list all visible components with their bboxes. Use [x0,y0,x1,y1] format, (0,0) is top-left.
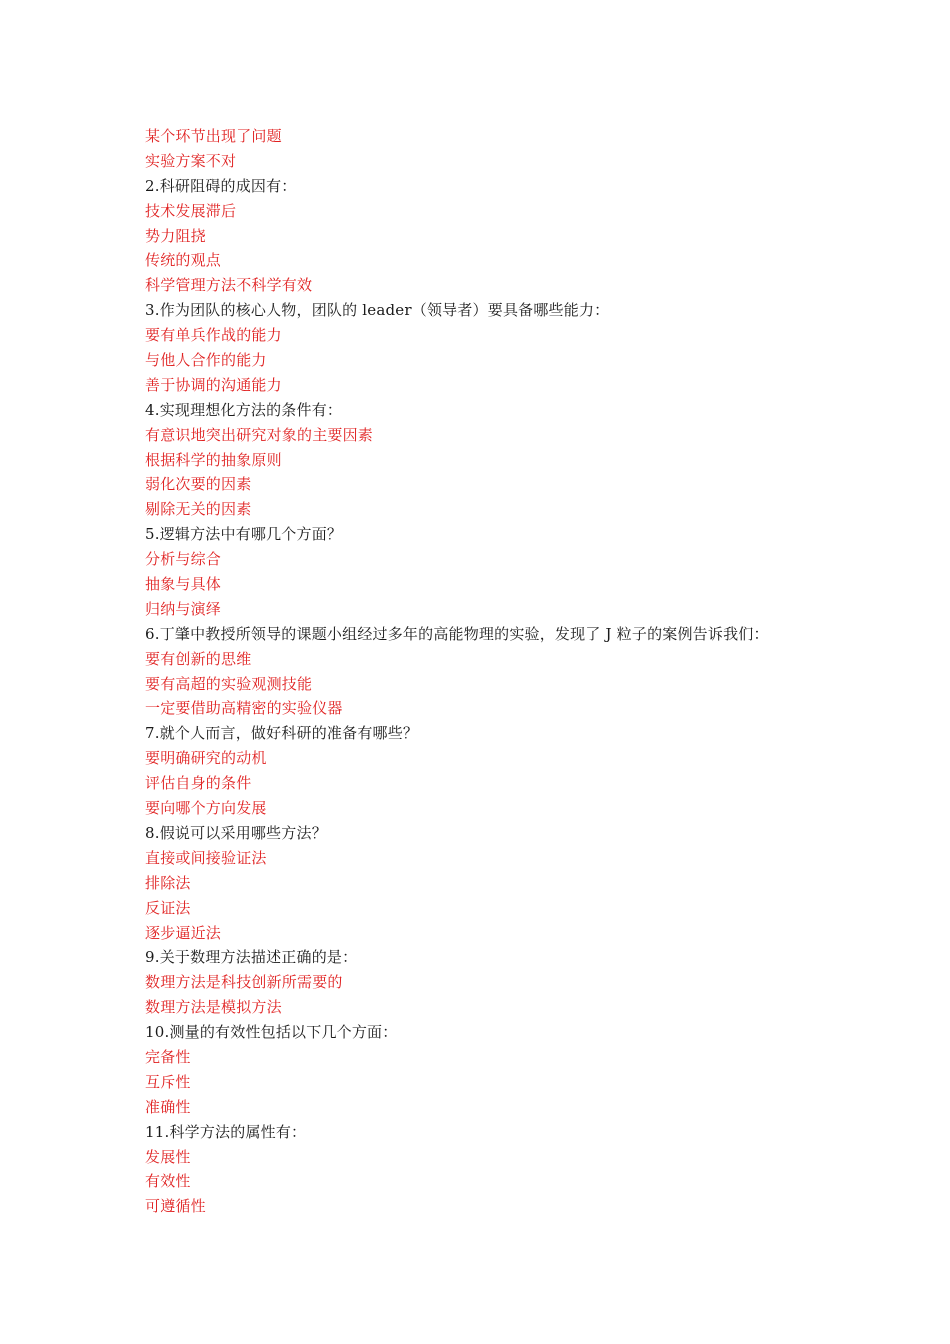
answer-text: 要向哪个方向发展 [145,799,267,818]
answer-text: 数理方法是科技创新所需要的 [145,973,343,992]
answer-text: 可遵循性 [145,1197,206,1216]
answer-text: 要有高超的实验观测技能 [145,674,313,693]
answer-text: 科学管理方法不科学有效 [145,276,313,295]
answer-text: 逐步逼近法 [145,923,222,942]
question-block [145,945,845,1020]
question-text: 11.科学方法的属性有： [145,1122,307,1141]
question-text: 4.实现理想化方法的条件有： [145,400,343,419]
answer-text: 直接或间接验证法 [145,848,267,867]
answer-text: 发展性 [145,1147,191,1166]
answer-text: 根据科学的抽象原则 [145,450,282,469]
quiz-answer-list [145,124,845,1219]
question-text: 6.丁肇中教授所领导的课题小组经过多年的高能物理的实验，发现了 J 粒子的案例告诉我们： [145,624,769,643]
answer-text: 要有创新的思维 [145,649,252,668]
answer-text: 互斥性 [145,1072,191,1091]
question-block [145,622,845,722]
question-block [145,1120,845,1220]
question-text: 5.逻辑方法中有哪几个方面？ [145,525,343,544]
question-text: 8.假说可以采用哪些方法？ [145,823,327,842]
question-text: 2.科研阻碍的成因有： [145,176,297,195]
answer-text: 传统的观点 [145,251,222,270]
question-text: 3.作为团队的核心人物，团队的 leader（领导者）要具备哪些能力： [145,301,610,320]
answer-text: 要有单兵作战的能力 [145,326,282,345]
answer-text: 准确性 [145,1097,191,1116]
answer-text: 抽象与具体 [145,575,222,594]
question-block [145,821,845,945]
question-block [145,398,845,522]
answer-text: 有效性 [145,1172,191,1191]
answer-text: 排除法 [145,873,191,892]
answer-text: 实验方案不对 [145,151,237,170]
question-text: 10.测量的有效性包括以下几个方面： [145,1023,398,1042]
question-block [145,174,845,298]
answer-text: 数理方法是模拟方法 [145,998,282,1017]
answer-text: 某个环节出现了问题 [145,127,282,145]
answer-text: 评估自身的条件 [145,774,252,793]
question-block [145,124,845,174]
question-text: 9.关于数理方法描述正确的是： [145,948,358,967]
answer-text: 分析与综合 [145,550,222,569]
question-block [145,298,845,398]
answer-text: 剔除无关的因素 [145,500,252,519]
question-text: 7.就个人而言，做好科研的准备有哪些？ [145,724,419,743]
answer-text: 要明确研究的动机 [145,749,267,768]
answer-text: 善于协调的沟通能力 [145,375,282,394]
answer-text: 与他人合作的能力 [145,351,267,370]
answer-text: 完备性 [145,1047,191,1066]
question-block [145,522,845,622]
answer-text: 一定要借助高精密的实验仪器 [145,699,343,718]
answer-text: 反证法 [145,898,191,917]
question-block [145,721,845,821]
answer-text: 归纳与演绎 [145,599,222,618]
answer-text: 势力阻挠 [145,226,206,245]
question-block [145,1020,845,1120]
answer-text: 技术发展滞后 [145,201,237,220]
answer-text: 有意识地突出研究对象的主要因素 [145,425,374,444]
answer-text: 弱化次要的因素 [145,475,252,494]
